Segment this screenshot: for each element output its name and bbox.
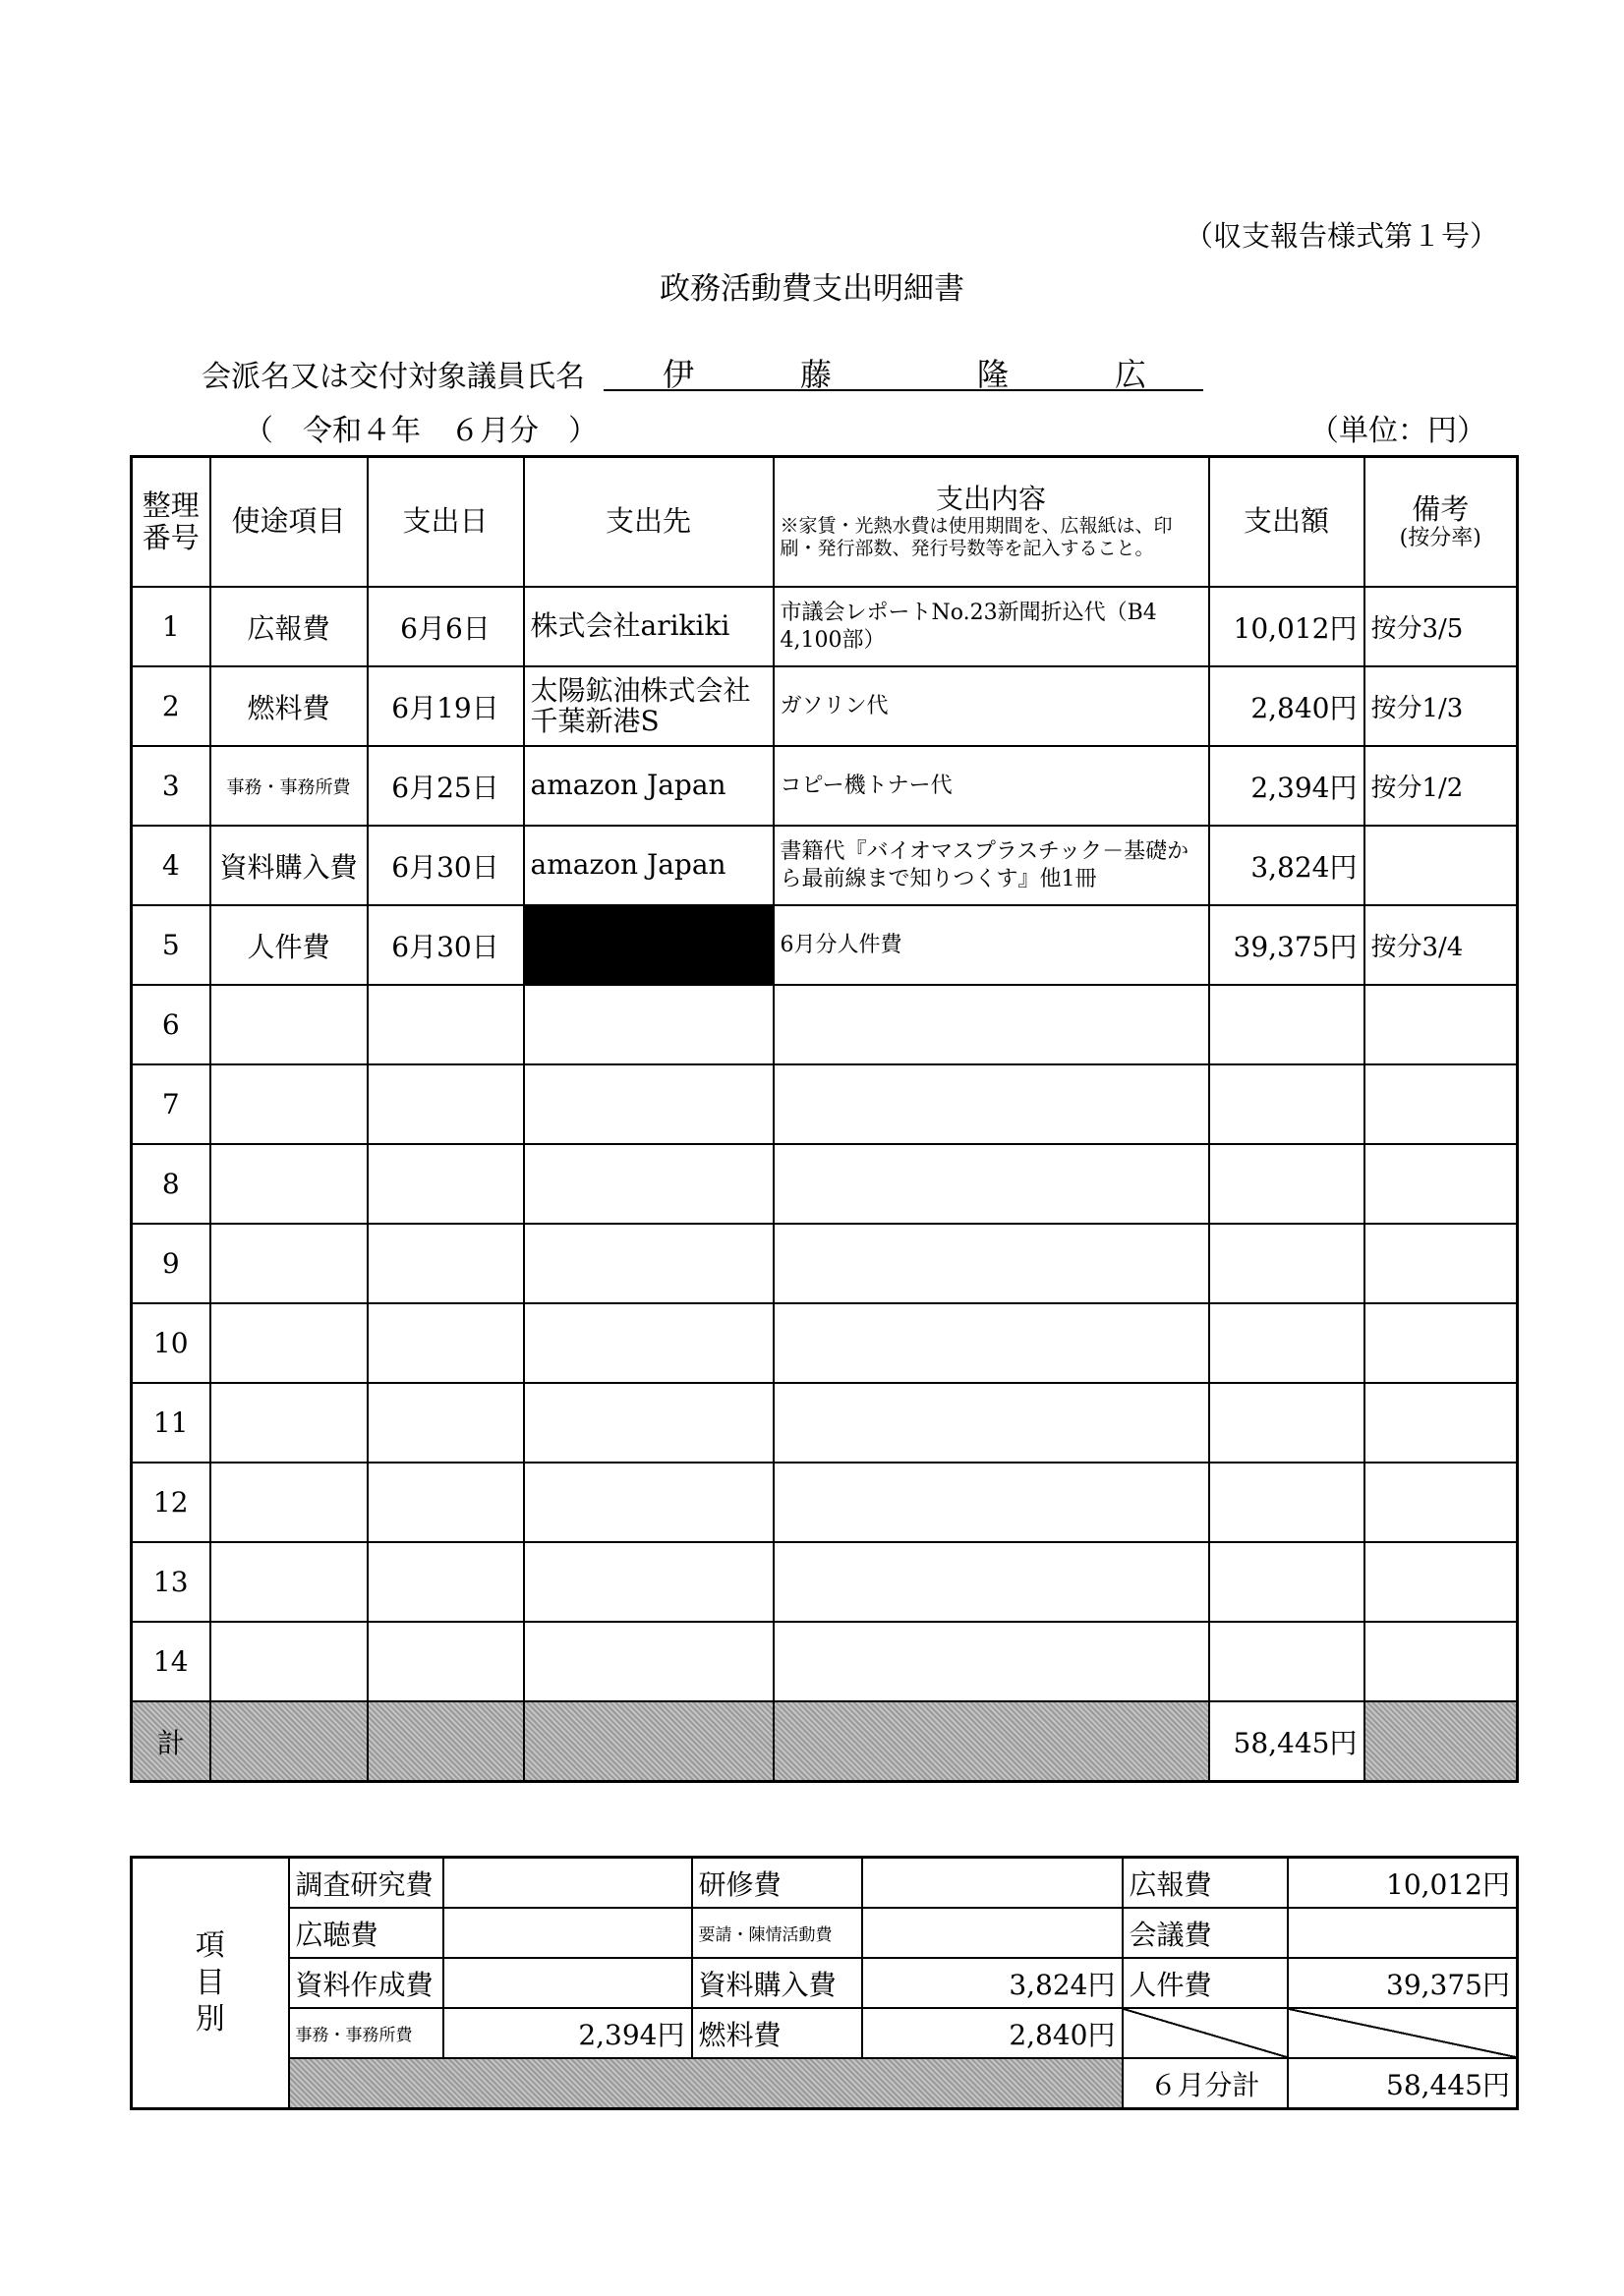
- summary-value: 39,375円: [1288, 1958, 1518, 2008]
- table-row: [132, 587, 1518, 666]
- row-date: [368, 1064, 524, 1144]
- row-content: 書籍代『バイオマスプラスチック－基礎から最前線まで知りつくす』他1冊: [774, 826, 1209, 905]
- row-number: 6: [132, 985, 210, 1064]
- shaded-cell: [524, 1701, 774, 1782]
- member-name-char: 伊: [663, 356, 695, 393]
- row-content: [774, 1303, 1209, 1383]
- table-row: [132, 666, 1518, 746]
- row-number: 5: [132, 905, 210, 985]
- member-name-char: 広: [1115, 356, 1147, 393]
- row-date: [368, 1224, 524, 1303]
- row-payee: 株式会社arikiki: [524, 587, 774, 666]
- row-date: 6月30日: [368, 905, 524, 985]
- summary-table: [130, 1856, 1519, 2110]
- row-note: [1364, 1463, 1518, 1542]
- row-use: [210, 1144, 368, 1224]
- header-use: 使途項目: [210, 457, 368, 588]
- summary-value: 2,394円: [443, 2008, 692, 2058]
- row-content: [774, 1383, 1209, 1463]
- row-date: [368, 1463, 524, 1542]
- row-content: [774, 985, 1209, 1064]
- row-payee: [524, 1463, 774, 1542]
- table-row: [132, 1542, 1518, 1622]
- row-use: [210, 985, 368, 1064]
- side-char: 別: [195, 2002, 225, 2038]
- table-row: [132, 1224, 1518, 1303]
- row-amount: 10,012円: [1209, 587, 1364, 666]
- row-number: 13: [132, 1542, 210, 1622]
- row-amount: [1209, 1064, 1364, 1144]
- row-use: [210, 1303, 368, 1383]
- row-payee: [524, 1542, 774, 1622]
- redacted-payee: [524, 905, 774, 985]
- summary-category: 事務・事務所費: [289, 2008, 443, 2058]
- table-row: [132, 985, 1518, 1064]
- row-note: 按分1/2: [1364, 746, 1518, 826]
- row-amount: [1209, 1542, 1364, 1622]
- summary-value: [862, 1858, 1123, 1909]
- summary-total-row: [132, 2058, 1518, 2109]
- summary-category: 人件費: [1123, 1958, 1288, 2008]
- row-use: 資料購入費: [210, 826, 368, 905]
- row-amount: [1209, 1303, 1364, 1383]
- table-row: [132, 746, 1518, 826]
- row-note: 按分3/4: [1364, 905, 1518, 985]
- summary-value: 3,824円: [862, 1958, 1123, 2008]
- row-amount: [1209, 1463, 1364, 1542]
- row-note: [1364, 1383, 1518, 1463]
- row-payee: [524, 1622, 774, 1701]
- row-payee: [524, 1224, 774, 1303]
- row-use: 広報費: [210, 587, 368, 666]
- summary-row: [132, 1858, 1518, 1909]
- row-note: [1364, 1064, 1518, 1144]
- row-payee: [524, 985, 774, 1064]
- row-date: [368, 985, 524, 1064]
- diagonal-cell: [1123, 2008, 1288, 2058]
- row-note: [1364, 985, 1518, 1064]
- member-name-char: 藤: [800, 356, 833, 393]
- summary-value: [443, 1858, 692, 1909]
- header-payee: 支出先: [524, 457, 774, 588]
- header-note: [1364, 457, 1518, 588]
- shaded-cell: [1364, 1701, 1518, 1782]
- summary-category: 研修費: [692, 1858, 862, 1909]
- row-amount: 3,824円: [1209, 826, 1364, 905]
- row-date: [368, 1303, 524, 1383]
- header-content: [774, 457, 1209, 588]
- table-row: [132, 1144, 1518, 1224]
- row-note: [1364, 1622, 1518, 1701]
- side-char: 項: [195, 1928, 225, 1964]
- row-note: [1364, 826, 1518, 905]
- header-no: 整理番号: [132, 457, 210, 588]
- row-payee: [524, 1144, 774, 1224]
- row-date: 6月25日: [368, 746, 524, 826]
- row-use: [210, 1064, 368, 1144]
- summary-value: [443, 1908, 692, 1958]
- row-content: コピー機トナー代: [774, 746, 1209, 826]
- row-content: [774, 1064, 1209, 1144]
- row-date: [368, 1383, 524, 1463]
- row-date: [368, 1542, 524, 1622]
- table-body: [132, 587, 1518, 1701]
- shaded-cell: [210, 1701, 368, 1782]
- table-row: [132, 1064, 1518, 1144]
- row-date: [368, 1622, 524, 1701]
- month-total-value: 58,445円: [1288, 2058, 1518, 2109]
- summary-row: [132, 1908, 1518, 1958]
- row-number: 8: [132, 1144, 210, 1224]
- header-date: 支出日: [368, 457, 524, 588]
- total-label: 計: [132, 1701, 210, 1782]
- row-date: 6月19日: [368, 666, 524, 746]
- row-note: [1364, 1224, 1518, 1303]
- summary-value: [862, 1908, 1123, 1958]
- row-use: [210, 1224, 368, 1303]
- row-amount: [1209, 1622, 1364, 1701]
- summary-value: [1288, 1908, 1518, 1958]
- row-number: 11: [132, 1383, 210, 1463]
- row-use: 人件費: [210, 905, 368, 985]
- unit-label: （単位：円）: [1309, 414, 1486, 448]
- row-date: 6月30日: [368, 826, 524, 905]
- summary-category: 広聴費: [289, 1908, 443, 1958]
- side-char: 目: [195, 1965, 225, 2000]
- summary-row: [132, 2008, 1518, 2058]
- summary-side-label: [132, 1858, 289, 2109]
- row-amount: 2,840円: [1209, 666, 1364, 746]
- row-number: 12: [132, 1463, 210, 1542]
- row-number: 9: [132, 1224, 210, 1303]
- summary-category: 要請・陳情活動費: [692, 1908, 862, 1958]
- month-total-label: ６月分計: [1123, 2058, 1288, 2109]
- total-row: [132, 1701, 1518, 1782]
- row-payee: [524, 1383, 774, 1463]
- table-row: [132, 826, 1518, 905]
- row-date: [368, 1144, 524, 1224]
- row-content: [774, 1463, 1209, 1542]
- summary-category: 会議費: [1123, 1908, 1288, 1958]
- row-amount: 39,375円: [1209, 905, 1364, 985]
- row-number: 2: [132, 666, 210, 746]
- row-use: [210, 1383, 368, 1463]
- row-date: 6月6日: [368, 587, 524, 666]
- diagonal-cell: [1288, 2008, 1518, 2058]
- row-content: [774, 1622, 1209, 1701]
- row-number: 14: [132, 1622, 210, 1701]
- row-payee: amazon Japan: [524, 826, 774, 905]
- row-note: [1364, 1303, 1518, 1383]
- member-name-char: 隆: [977, 356, 1010, 393]
- row-use: [210, 1542, 368, 1622]
- row-number: 7: [132, 1064, 210, 1144]
- row-use: 燃料費: [210, 666, 368, 746]
- summary-category: 燃料費: [692, 2008, 862, 2058]
- table-row: [132, 1463, 1518, 1542]
- row-number: 10: [132, 1303, 210, 1383]
- table-row: [132, 905, 1518, 985]
- header-note-title: 備考: [1412, 491, 1470, 526]
- row-number: 4: [132, 826, 210, 905]
- shaded-cell: [774, 1701, 1209, 1782]
- table-row: [132, 1383, 1518, 1463]
- row-note: [1364, 1542, 1518, 1622]
- row-amount: [1209, 985, 1364, 1064]
- summary-row: [132, 1958, 1518, 2008]
- summary-category: 資料作成費: [289, 1958, 443, 2008]
- row-note: [1364, 1144, 1518, 1224]
- row-use: 事務・事務所費: [210, 746, 368, 826]
- header-note-sub: (按分率): [1399, 526, 1481, 551]
- header-content-title: 支出内容: [935, 483, 1046, 516]
- expense-table: [130, 455, 1519, 1783]
- row-content: [774, 1542, 1209, 1622]
- summary-category: 広報費: [1123, 1858, 1288, 1909]
- row-payee: [524, 1303, 774, 1383]
- row-payee: amazon Japan: [524, 746, 774, 826]
- row-content: ガソリン代: [774, 666, 1209, 746]
- table-row: [132, 1303, 1518, 1383]
- member-label: 会派名又は交付対象議員氏名: [202, 360, 585, 394]
- row-content: 市議会レポートNo.23新聞折込代（B4 4,100部）: [774, 587, 1209, 666]
- summary-value: 2,840円: [862, 2008, 1123, 2058]
- table-row: [132, 1622, 1518, 1701]
- row-content: 6月分人件費: [774, 905, 1209, 985]
- row-number: 1: [132, 587, 210, 666]
- member-name: [604, 350, 1203, 391]
- shaded-cell: [368, 1701, 524, 1782]
- row-number: 3: [132, 746, 210, 826]
- period: （ 令和４年 ６月分 ）: [244, 414, 598, 448]
- summary-category: 資料購入費: [692, 1958, 862, 2008]
- summary-category: 調査研究費: [289, 1858, 443, 1909]
- row-amount: [1209, 1144, 1364, 1224]
- row-content: [774, 1224, 1209, 1303]
- summary-value: 10,012円: [1288, 1858, 1518, 1909]
- document-title: 政務活動費支出明細書: [660, 271, 964, 307]
- row-content: [774, 1144, 1209, 1224]
- row-use: [210, 1622, 368, 1701]
- summary-value: [443, 1958, 692, 2008]
- header-content-note: ※家賃・光熱水費は使用期間を、広報紙は、印刷・発行部数、発行号数等を記入すること。: [780, 515, 1173, 560]
- row-payee: [524, 1064, 774, 1144]
- row-amount: [1209, 1383, 1364, 1463]
- form-number: （収支報告様式第１号）: [1184, 219, 1498, 253]
- shaded-cell: [289, 2058, 1123, 2109]
- row-note: 按分3/5: [1364, 587, 1518, 666]
- header-amount: 支出額: [1209, 457, 1364, 588]
- row-amount: 2,394円: [1209, 746, 1364, 826]
- row-use: [210, 1463, 368, 1542]
- row-amount: [1209, 1224, 1364, 1303]
- total-amount: 58,445円: [1209, 1701, 1364, 1782]
- row-note: 按分1/3: [1364, 666, 1518, 746]
- header-row: [132, 457, 1518, 588]
- row-payee: 太陽鉱油株式会社千葉新港S: [524, 666, 774, 746]
